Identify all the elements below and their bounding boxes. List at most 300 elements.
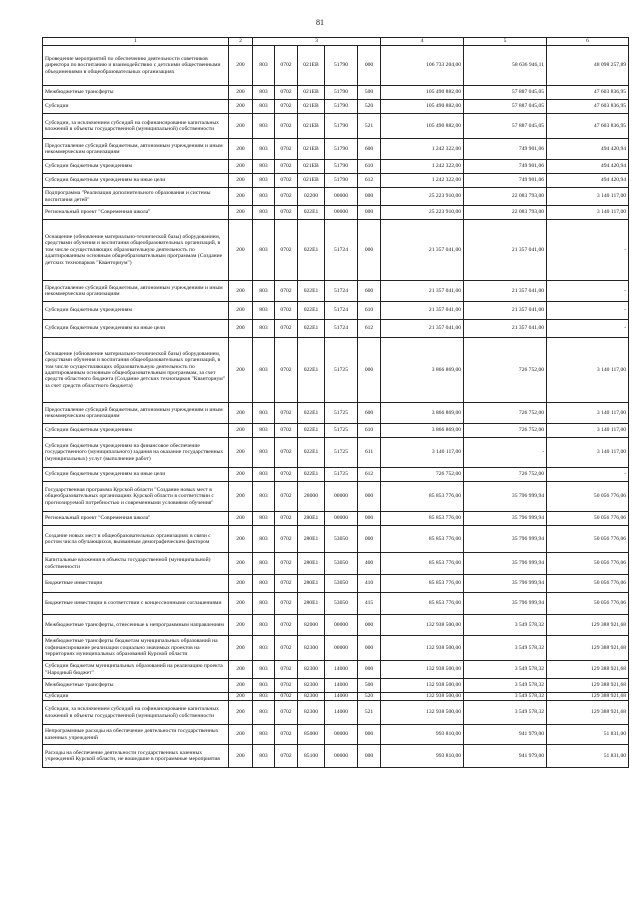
- row-rz: 803: [253, 553, 275, 575]
- row-value-4: 25 223 910,00: [381, 206, 464, 220]
- row-value-4: 1 242 322,00: [381, 139, 464, 160]
- row-value-5: 21 357 041,00: [464, 281, 547, 302]
- row-cs1: 280E1: [298, 512, 325, 526]
- row-gr: 200: [229, 114, 253, 139]
- row-gr: 200: [229, 320, 253, 338]
- row-name: Субсидии, за исключением субсидий на софинансирование капитальных вложений в объекты государственной (муниципальной) собственности: [43, 701, 229, 725]
- row-value-6: 3 140 117,00: [547, 403, 629, 424]
- row-vr: 000: [358, 188, 381, 206]
- row-name: Расходы на обеспечение деятельности государственных казенных учреждений Курской области, не вошедшие в программные мероприятия: [43, 745, 229, 768]
- table-row: [43, 281, 629, 302]
- row-cs1: 022E1: [298, 281, 325, 302]
- row-rz: 803: [253, 512, 275, 526]
- table-row: [43, 701, 629, 725]
- row-value-6: 129 388 921,68: [547, 701, 629, 725]
- row-value-4: 85 853 776,00: [381, 593, 464, 615]
- budget-table: [42, 37, 629, 768]
- row-value-4: 726 752,00: [381, 468, 464, 482]
- row-pr: 0702: [275, 424, 298, 438]
- table-row: [43, 553, 629, 575]
- row-vr: 612: [358, 468, 381, 482]
- row-pr: 0702: [275, 174, 298, 188]
- row-cs1: 021EB: [298, 139, 325, 160]
- row-value-5: 21 357 041,00: [464, 320, 547, 338]
- row-cs1: 280E1: [298, 593, 325, 615]
- row-name: Оснащение (обновление материально-технической базы) оборудованием, средствами обучения и воспитания общеобразовательных организаций, в том числе осуществляющих образовательную деятельность по адаптированным основным общеобразовательным программам, за счет средств областного бюджета (Создание детских технопарков "Кванториум" за счет средств областного бюджета): [43, 338, 229, 403]
- row-rz: 803: [253, 725, 275, 745]
- row-value-5: 3 549 578,32: [464, 615, 547, 636]
- row-value-4: 85 853 776,00: [381, 575, 464, 593]
- row-rz: 803: [253, 46, 275, 86]
- row-name: Межбюджетные трансферты бюджетам муниципальных образований на софинансирование реализации социально значимых проектов на территориях муниципальных образований Курской области: [43, 636, 229, 661]
- row-rz: 803: [253, 745, 275, 768]
- table-row: [43, 338, 629, 403]
- row-gr: 200: [229, 160, 253, 174]
- table-row: [43, 615, 629, 636]
- row-value-4: 106 733 204,00: [381, 46, 464, 86]
- row-name: Субсидии: [43, 100, 229, 114]
- row-value-4: 85 853 776,00: [381, 553, 464, 575]
- row-value-4: 105 490 882,00: [381, 86, 464, 100]
- row-cs1: 28000: [298, 482, 325, 512]
- row-vr: 415: [358, 593, 381, 615]
- row-gr: 200: [229, 302, 253, 320]
- row-cs2: 51790: [325, 160, 358, 174]
- row-value-4: 132 938 500,00: [381, 693, 464, 701]
- row-cs2: 53050: [325, 575, 358, 593]
- row-pr: 0702: [275, 701, 298, 725]
- table-row: [43, 188, 629, 206]
- row-value-6: 50 056 776,06: [547, 593, 629, 615]
- row-pr: 0702: [275, 320, 298, 338]
- row-gr: 200: [229, 526, 253, 553]
- table-row: [43, 725, 629, 745]
- row-value-6: 3 140 117,00: [547, 188, 629, 206]
- row-pr: 0702: [275, 220, 298, 281]
- row-rz: 803: [253, 526, 275, 553]
- row-vr: 610: [358, 160, 381, 174]
- row-value-6: 47 603 836,95: [547, 100, 629, 114]
- row-rz: 803: [253, 575, 275, 593]
- row-cs1: 022E1: [298, 438, 325, 468]
- row-cs1: 82300: [298, 636, 325, 661]
- row-name: Государственная программа Курской области "Создание новых мест в общеобразовательных организациях Курской области в соответствии с прогнозируемой потребностью и современными условиями обучения": [43, 482, 229, 512]
- row-cs2: 51725: [325, 468, 358, 482]
- table-body: [43, 46, 629, 768]
- row-pr: 0702: [275, 160, 298, 174]
- row-value-4: 85 853 776,00: [381, 512, 464, 526]
- row-gr: 200: [229, 482, 253, 512]
- table-row: [43, 575, 629, 593]
- row-rz: 803: [253, 636, 275, 661]
- row-value-4: 993 810,00: [381, 745, 464, 768]
- row-vr: 000: [358, 615, 381, 636]
- row-value-5: 21 357 041,00: [464, 220, 547, 281]
- row-value-5: 35 796 999,94: [464, 553, 547, 575]
- row-value-6: 3 140 117,00: [547, 206, 629, 220]
- row-name: Создание новых мест в общеобразовательных организациях в связи с ростом числа обучающихся, вызванным демографическим фактором: [43, 526, 229, 553]
- row-cs2: 14000: [325, 701, 358, 725]
- row-value-4: 85 853 776,00: [381, 526, 464, 553]
- row-name: Региональный проект "Современная школа": [43, 206, 229, 220]
- row-value-5: 941 979,00: [464, 745, 547, 768]
- row-cs1: 022E1: [298, 403, 325, 424]
- row-pr: 0702: [275, 281, 298, 302]
- header-col-5: 5: [464, 38, 547, 46]
- row-rz: 803: [253, 281, 275, 302]
- table-row: [43, 174, 629, 188]
- row-value-6: -: [547, 468, 629, 482]
- row-name: Непрограммные расходы на обеспечение деятельности государственных казенных учреждений: [43, 725, 229, 745]
- row-cs1: 82300: [298, 661, 325, 679]
- row-gr: 200: [229, 338, 253, 403]
- row-value-6: -: [547, 281, 629, 302]
- row-cs2: 14000: [325, 679, 358, 693]
- row-vr: 000: [358, 526, 381, 553]
- row-vr: 521: [358, 114, 381, 139]
- row-value-6: -: [547, 320, 629, 338]
- row-gr: 200: [229, 725, 253, 745]
- row-cs2: 53050: [325, 593, 358, 615]
- row-name: Субсидии: [43, 693, 229, 701]
- table-row: [43, 661, 629, 679]
- row-cs1: 85100: [298, 745, 325, 768]
- row-value-6: 47 603 836,95: [547, 114, 629, 139]
- row-pr: 0702: [275, 46, 298, 86]
- row-vr: 520: [358, 693, 381, 701]
- row-cs2: 51724: [325, 281, 358, 302]
- row-value-4: 21 357 041,00: [381, 281, 464, 302]
- table-row: [43, 114, 629, 139]
- row-value-6: 3 140 117,00: [547, 424, 629, 438]
- row-value-6: 494 420,94: [547, 174, 629, 188]
- row-cs2: 51725: [325, 338, 358, 403]
- row-rz: 803: [253, 693, 275, 701]
- row-cs1: 021EB: [298, 86, 325, 100]
- row-gr: 200: [229, 403, 253, 424]
- row-name: Субсидии бюджетным учреждениям: [43, 424, 229, 438]
- row-pr: 0702: [275, 526, 298, 553]
- row-value-6: 50 056 776,06: [547, 553, 629, 575]
- row-cs1: 021EB: [298, 100, 325, 114]
- row-value-5: 749 901,06: [464, 160, 547, 174]
- row-cs1: 82300: [298, 679, 325, 693]
- table-row: [43, 424, 629, 438]
- row-value-6: 48 098 257,89: [547, 46, 629, 86]
- table-row: [43, 482, 629, 512]
- row-cs2: 51724: [325, 320, 358, 338]
- table-row: [43, 46, 629, 86]
- row-gr: 200: [229, 615, 253, 636]
- row-value-4: 132 938 500,00: [381, 615, 464, 636]
- row-value-5: 3 549 578,32: [464, 661, 547, 679]
- table-row: [43, 593, 629, 615]
- row-vr: 000: [358, 636, 381, 661]
- row-gr: 200: [229, 139, 253, 160]
- header-col-6: 6: [547, 38, 629, 46]
- row-value-6: 129 388 921,68: [547, 679, 629, 693]
- row-value-6: 129 388 921,68: [547, 636, 629, 661]
- header-col-2: 2: [229, 38, 253, 46]
- row-name: Проведение мероприятий по обеспечению деятельности советников директора по воспитанию и взаимодействию с детскими общественными объединениями в общеобразовательных организациях: [43, 46, 229, 86]
- row-name: Предоставление субсидий бюджетным, автономным учреждениям и иным некоммерческим организациям: [43, 139, 229, 160]
- row-name: Субсидии бюджетным учреждениям на иные цели: [43, 320, 229, 338]
- row-pr: 0702: [275, 679, 298, 693]
- row-value-5: 3 549 578,32: [464, 701, 547, 725]
- row-value-6: 50 056 776,06: [547, 512, 629, 526]
- row-cs1: 82300: [298, 701, 325, 725]
- row-cs1: 82000: [298, 615, 325, 636]
- row-cs1: 021EB: [298, 174, 325, 188]
- row-rz: 803: [253, 302, 275, 320]
- row-pr: 0702: [275, 338, 298, 403]
- row-rz: 803: [253, 424, 275, 438]
- row-cs2: 51790: [325, 139, 358, 160]
- row-gr: 200: [229, 86, 253, 100]
- table-row: [43, 86, 629, 100]
- row-gr: 200: [229, 679, 253, 693]
- row-cs1: 021EB: [298, 160, 325, 174]
- row-cs2: 53050: [325, 553, 358, 575]
- row-pr: 0702: [275, 512, 298, 526]
- row-value-4: 21 357 041,00: [381, 320, 464, 338]
- table-row: [43, 693, 629, 701]
- row-value-5: 941 979,00: [464, 725, 547, 745]
- row-value-6: 50 056 776,06: [547, 575, 629, 593]
- table-row: [43, 100, 629, 114]
- row-name: Оснащение (обновление материально-технической базы) оборудованием, средствами обучения и воспитания общеобразовательных организаций, в том числе осуществляющих образовательную деятельность по адаптированным основным общеобразовательным программам (Создание детских технопарков "Кванториум"): [43, 220, 229, 281]
- row-vr: 612: [358, 320, 381, 338]
- row-name: Капитальные вложения в объекты государственной (муниципальной) собственности: [43, 553, 229, 575]
- row-gr: 200: [229, 468, 253, 482]
- row-name: Предоставление субсидий бюджетным, автономным учреждениям и иным некоммерческим организациям: [43, 403, 229, 424]
- row-value-5: 726 752,00: [464, 468, 547, 482]
- row-value-6: 51 831,00: [547, 745, 629, 768]
- table-row: [43, 206, 629, 220]
- row-value-6: -: [547, 302, 629, 320]
- row-value-5: 35 796 999,94: [464, 482, 547, 512]
- row-pr: 0702: [275, 661, 298, 679]
- row-cs2: 51725: [325, 438, 358, 468]
- table-row: [43, 745, 629, 768]
- row-gr: 200: [229, 46, 253, 86]
- row-rz: 803: [253, 679, 275, 693]
- row-value-4: 21 357 041,00: [381, 220, 464, 281]
- row-value-4: 105 490 882,00: [381, 100, 464, 114]
- row-value-5: 57 887 045,05: [464, 100, 547, 114]
- row-cs1: 022E1: [298, 338, 325, 403]
- row-pr: 0702: [275, 593, 298, 615]
- row-name: Региональный проект "Современная школа": [43, 512, 229, 526]
- row-value-5: 22 083 793,00: [464, 188, 547, 206]
- row-value-5: 726 752,00: [464, 424, 547, 438]
- row-cs1: 022E1: [298, 468, 325, 482]
- row-name: Субсидии бюджетным учреждениям на иные цели: [43, 468, 229, 482]
- row-name: Субсидии, за исключением субсидий на софинансирование капитальных вложений в объекты государственной (муниципальной) собственности: [43, 114, 229, 139]
- table-row: [43, 139, 629, 160]
- row-gr: 200: [229, 593, 253, 615]
- row-vr: 600: [358, 403, 381, 424]
- table-row: [43, 512, 629, 526]
- row-cs2: 51790: [325, 100, 358, 114]
- row-vr: 610: [358, 302, 381, 320]
- row-vr: 600: [358, 281, 381, 302]
- row-cs2: 00000: [325, 512, 358, 526]
- row-pr: 0702: [275, 615, 298, 636]
- table-row: [43, 438, 629, 468]
- row-pr: 0702: [275, 636, 298, 661]
- row-cs2: 14000: [325, 661, 358, 679]
- row-cs1: 022E1: [298, 302, 325, 320]
- row-value-4: 85 853 776,00: [381, 482, 464, 512]
- row-cs2: 53050: [325, 526, 358, 553]
- row-pr: 0702: [275, 725, 298, 745]
- row-rz: 803: [253, 438, 275, 468]
- row-rz: 803: [253, 220, 275, 281]
- row-cs1: 022E1: [298, 424, 325, 438]
- row-rz: 803: [253, 615, 275, 636]
- row-vr: 521: [358, 701, 381, 725]
- row-rz: 803: [253, 661, 275, 679]
- row-pr: 0702: [275, 438, 298, 468]
- row-cs2: 51725: [325, 424, 358, 438]
- row-cs2: 00000: [325, 206, 358, 220]
- table-row: [43, 302, 629, 320]
- table-row: [43, 320, 629, 338]
- row-name: Бюджетные инвестиции: [43, 575, 229, 593]
- row-cs1: 022E1: [298, 220, 325, 281]
- row-name: Субсидии бюджетным учреждениям: [43, 302, 229, 320]
- row-cs2: 51790: [325, 114, 358, 139]
- row-cs2: 00000: [325, 636, 358, 661]
- row-value-5: 35 796 999,94: [464, 575, 547, 593]
- row-value-5: 749 901,06: [464, 139, 547, 160]
- row-value-6: 3 140 117,00: [547, 338, 629, 403]
- row-value-5: 3 549 578,32: [464, 693, 547, 701]
- row-value-6: -: [547, 220, 629, 281]
- row-name: Межбюджетные трансферты: [43, 86, 229, 100]
- table-row: [43, 636, 629, 661]
- row-value-6: 50 056 776,06: [547, 526, 629, 553]
- row-value-6: 494 420,94: [547, 139, 629, 160]
- row-value-4: 21 357 041,00: [381, 302, 464, 320]
- table-row: [43, 220, 629, 281]
- row-name: Субсидии бюджетам муниципальных образований на реализацию проекта "Народный бюджет": [43, 661, 229, 679]
- row-cs2: 51725: [325, 403, 358, 424]
- header-col-3: 3: [253, 38, 381, 46]
- row-rz: 803: [253, 468, 275, 482]
- row-vr: 000: [358, 220, 381, 281]
- row-gr: 200: [229, 424, 253, 438]
- row-name: Субсидии бюджетным учреждениям на финансовое обеспечение государственного (муниципального) задания на оказание государственных (муниципальных) услуг (выполнение работ): [43, 438, 229, 468]
- row-cs2: 51724: [325, 220, 358, 281]
- row-rz: 803: [253, 160, 275, 174]
- row-name: Предоставление субсидий бюджетным, автономным учреждениям и иным некоммерческим организациям: [43, 281, 229, 302]
- row-value-6: 129 388 921,68: [547, 615, 629, 636]
- row-vr: 000: [358, 745, 381, 768]
- row-cs1: 022E1: [298, 206, 325, 220]
- row-pr: 0702: [275, 188, 298, 206]
- header-col-4: 4: [381, 38, 464, 46]
- row-pr: 0702: [275, 114, 298, 139]
- row-name: Субсидии бюджетным учреждениям: [43, 160, 229, 174]
- row-pr: 0702: [275, 403, 298, 424]
- row-value-5: -: [464, 438, 547, 468]
- row-gr: 200: [229, 701, 253, 725]
- row-pr: 0702: [275, 553, 298, 575]
- table-row: [43, 403, 629, 424]
- row-value-4: 3 140 117,00: [381, 438, 464, 468]
- row-rz: 803: [253, 338, 275, 403]
- row-pr: 0702: [275, 575, 298, 593]
- row-vr: 610: [358, 424, 381, 438]
- row-cs2: 00000: [325, 745, 358, 768]
- row-value-6: 129 388 921,68: [547, 661, 629, 679]
- row-rz: 803: [253, 114, 275, 139]
- row-value-4: 993 810,00: [381, 725, 464, 745]
- row-value-5: 749 901,06: [464, 174, 547, 188]
- row-cs1: 280E1: [298, 553, 325, 575]
- row-rz: 803: [253, 701, 275, 725]
- row-vr: 410: [358, 575, 381, 593]
- row-cs2: 51790: [325, 46, 358, 86]
- row-gr: 200: [229, 438, 253, 468]
- row-cs1: 022E1: [298, 320, 325, 338]
- row-cs2: 51790: [325, 174, 358, 188]
- row-value-5: 22 083 793,00: [464, 206, 547, 220]
- header-col-1: 1: [43, 38, 229, 46]
- row-cs1: 280E1: [298, 526, 325, 553]
- row-cs1: 280E1: [298, 575, 325, 593]
- row-rz: 803: [253, 482, 275, 512]
- row-pr: 0702: [275, 302, 298, 320]
- row-value-4: 3 866 869,00: [381, 403, 464, 424]
- row-vr: 000: [358, 661, 381, 679]
- row-value-5: 726 752,00: [464, 338, 547, 403]
- row-rz: 803: [253, 100, 275, 114]
- row-gr: 200: [229, 188, 253, 206]
- row-rz: 803: [253, 188, 275, 206]
- row-rz: 803: [253, 320, 275, 338]
- row-rz: 803: [253, 86, 275, 100]
- row-pr: 0702: [275, 468, 298, 482]
- row-value-6: 47 603 836,95: [547, 86, 629, 100]
- row-value-4: 132 938 500,00: [381, 701, 464, 725]
- row-cs2: 00000: [325, 615, 358, 636]
- row-gr: 200: [229, 220, 253, 281]
- row-value-6: 51 831,00: [547, 725, 629, 745]
- row-cs2: 51790: [325, 86, 358, 100]
- row-value-5: 35 796 999,94: [464, 512, 547, 526]
- row-cs1: 85000: [298, 725, 325, 745]
- row-value-4: 3 866 869,00: [381, 424, 464, 438]
- row-gr: 200: [229, 512, 253, 526]
- row-rz: 803: [253, 206, 275, 220]
- row-gr: 200: [229, 661, 253, 679]
- row-value-4: 132 938 500,00: [381, 661, 464, 679]
- row-value-5: 3 549 578,32: [464, 636, 547, 661]
- row-cs1: 82300: [298, 693, 325, 701]
- row-rz: 803: [253, 139, 275, 160]
- row-pr: 0702: [275, 206, 298, 220]
- row-gr: 200: [229, 636, 253, 661]
- row-gr: 200: [229, 693, 253, 701]
- header-row: [43, 38, 629, 46]
- row-value-6: 3 140 117,00: [547, 438, 629, 468]
- row-vr: 611: [358, 438, 381, 468]
- page-number: 81: [316, 18, 324, 27]
- row-vr: 000: [358, 206, 381, 220]
